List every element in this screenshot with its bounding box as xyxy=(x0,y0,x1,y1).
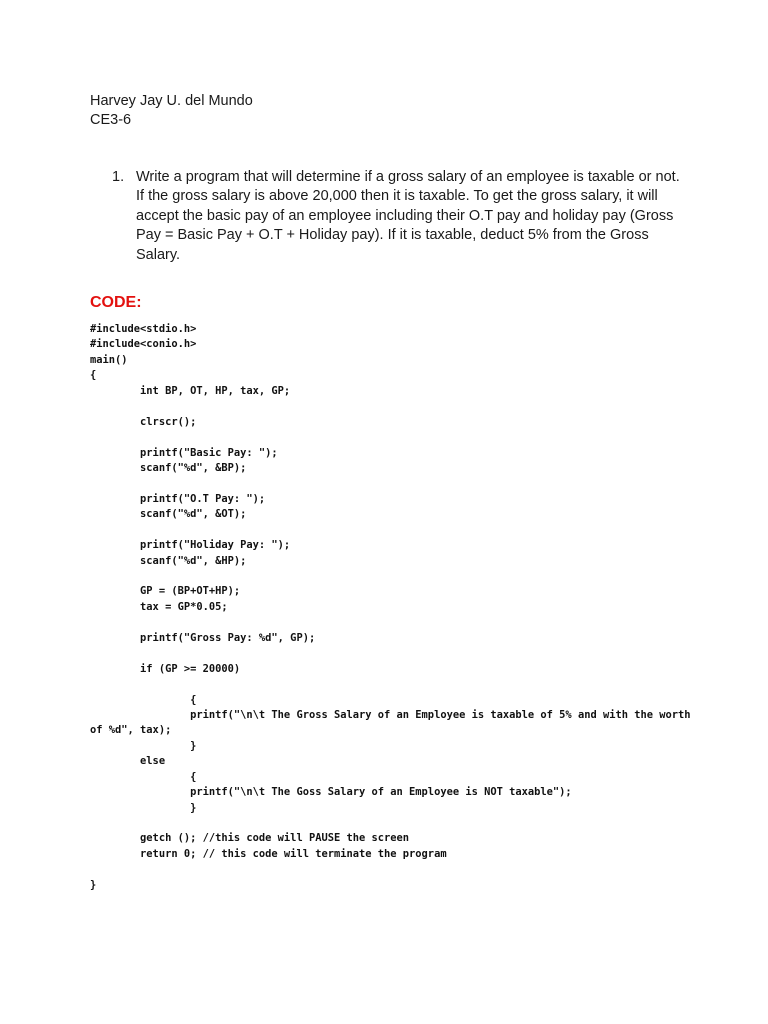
code-line: { xyxy=(90,770,197,783)
code-line xyxy=(90,646,690,661)
code-line xyxy=(90,615,690,630)
code-block xyxy=(90,322,690,893)
code-line: } xyxy=(90,878,97,891)
question-text: Write a program that will determine if a gross salary of an employee is taxable or not. If the gross salary is above 20,000 then it is taxable. To get the gross salary, it will accept the basic pay of an employee including their O.T pay and holiday pay (Gross Pay = Basic Pay + O.T + Holiday pay). If it is taxable, deduct 5% from the Gross Salary. xyxy=(136,169,680,263)
code-line: scanf("%d", &OT); xyxy=(90,508,247,521)
question-number: 1. xyxy=(112,169,125,185)
code-line: GP = (BP+OT+HP); xyxy=(90,585,241,598)
code-line: int BP, OT, HP, tax, GP; xyxy=(90,384,291,397)
code-line xyxy=(90,430,690,445)
code-line: scanf("%d", &HP); xyxy=(90,554,247,567)
author-section: CE3-6 xyxy=(90,112,132,128)
code-line: printf("Gross Pay: %d", GP); xyxy=(90,631,316,644)
code-line: printf("Holiday Pay: "); xyxy=(90,539,291,552)
author-header xyxy=(90,92,253,130)
code-line: { xyxy=(90,369,97,382)
code-line: else xyxy=(90,755,166,768)
code-line xyxy=(90,569,690,584)
code-line: } xyxy=(90,801,197,814)
code-line xyxy=(90,399,690,414)
code-line: clrscr(); xyxy=(90,415,197,428)
code-line xyxy=(90,862,690,877)
code-line xyxy=(90,476,690,491)
code-line xyxy=(90,816,690,831)
code-line: #include<conio.h> xyxy=(90,338,197,351)
code-line: { xyxy=(90,693,197,706)
code-line: } xyxy=(90,739,197,752)
code-line: printf("O.T Pay: "); xyxy=(90,492,266,505)
code-line: printf("\n\t The Goss Salary of an Employee is NOT taxable"); xyxy=(90,786,572,799)
code-line: of %d", tax); xyxy=(90,724,172,737)
author-name: Harvey Jay U. del Mundo xyxy=(90,93,253,109)
code-line xyxy=(90,677,690,692)
code-line: getch (); //this code will PAUSE the screen xyxy=(90,832,410,845)
code-line xyxy=(90,523,690,538)
code-heading: CODE: xyxy=(90,294,142,311)
code-line: printf("Basic Pay: "); xyxy=(90,446,278,459)
code-line: tax = GP*0.05; xyxy=(90,600,228,613)
code-line: scanf("%d", &BP); xyxy=(90,461,247,474)
code-line: return 0; // this code will terminate the program xyxy=(90,847,447,860)
question-item xyxy=(112,168,682,265)
code-line: #include<stdio.h> xyxy=(90,323,197,335)
code-line: if (GP >= 20000) xyxy=(90,662,241,675)
code-line: main() xyxy=(90,353,128,366)
code-line: printf("\n\t The Gross Salary of an Employee is taxable of 5% and with the worth xyxy=(90,708,691,721)
